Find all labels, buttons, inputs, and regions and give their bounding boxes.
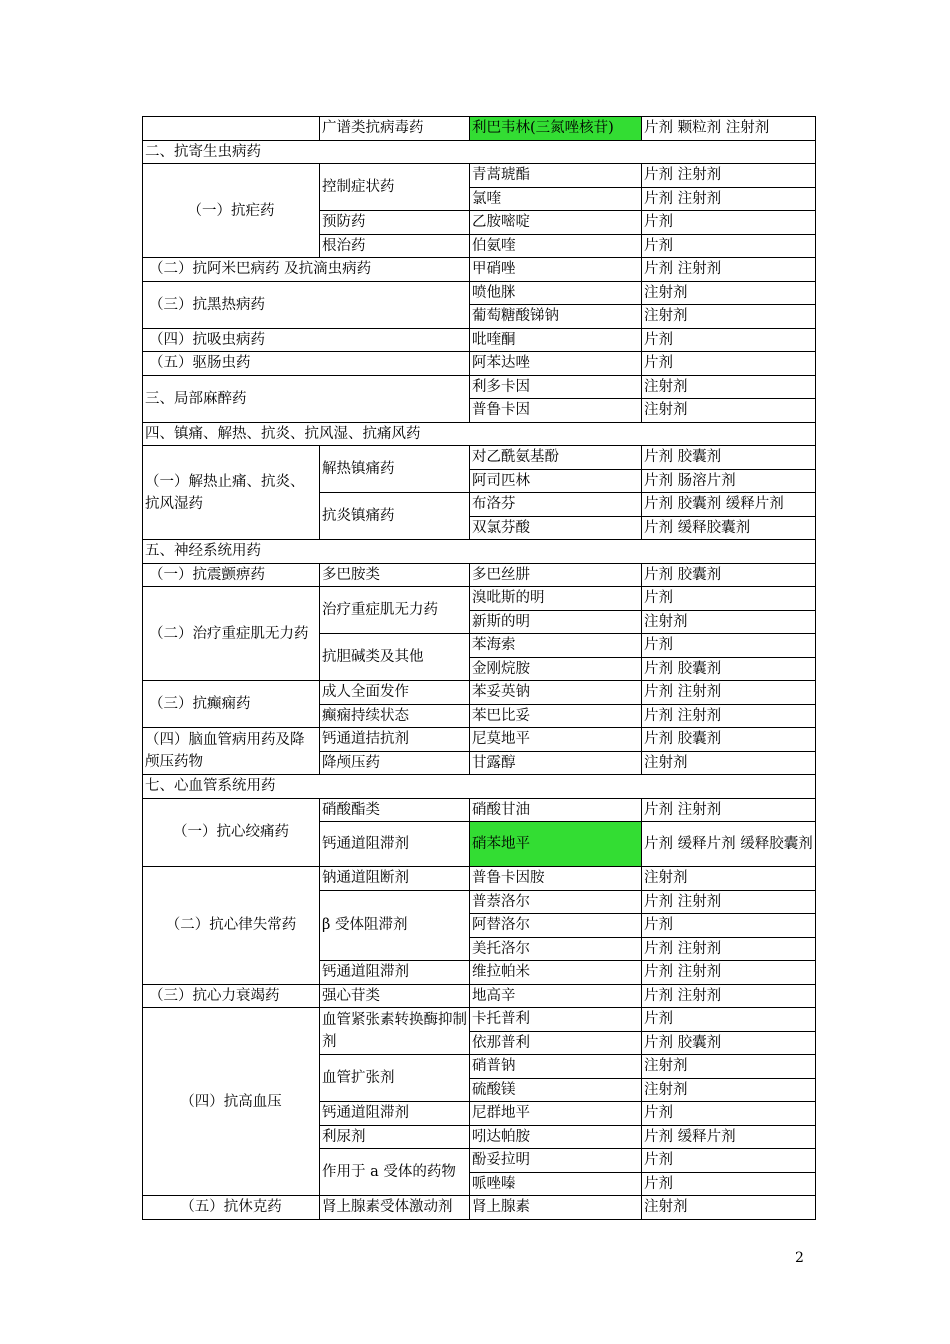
subcategory-cell: 作用于 a 受体的药物 [320,1149,470,1196]
subcategory-cell: 癫痫持续状态 [320,704,470,728]
dosage-form: 注射剂 [642,399,816,423]
category-cell: （三）抗黑热病药 [143,281,470,328]
table-row [143,281,816,305]
drug-name: 苯妥英钠 [470,681,642,705]
subcategory-cell: 血管扩张剂 [320,1055,470,1102]
table-row [143,352,816,376]
dosage-form: 片剂 [642,1102,816,1126]
dosage-form: 片剂 缓释片剂 [642,1125,816,1149]
category-cell: （四）抗高血压 [143,1008,320,1196]
drug-name: 喷他脒 [470,281,642,305]
dosage-form: 片剂 [642,1172,816,1196]
drug-name: 普鲁卡因胺 [470,867,642,891]
subcategory-cell: 控制症状药 [320,164,470,211]
table-row [143,375,816,399]
dosage-form: 片剂 [642,634,816,658]
category-cell: （一）解热止痛、抗炎、抗风湿药 [143,446,320,540]
subcategory-cell: 治疗重症肌无力药 [320,587,470,634]
category-cell: （五）抗休克药 [143,1196,320,1220]
dosage-form: 片剂 胶囊剂 [642,728,816,752]
table-row [143,984,816,1008]
dosage-form: 注射剂 [642,1078,816,1102]
drug-name: 卡托普利 [470,1008,642,1032]
drug-table [142,116,816,1220]
page-number: 2 [795,1250,804,1266]
drug-name: 双氯芬酸 [470,516,642,540]
dosage-form: 片剂 胶囊剂 [642,657,816,681]
drug-name: 对乙酰氨基酚 [470,446,642,470]
section-heading: 二、抗寄生虫病药 [143,140,816,164]
table-row [143,117,816,141]
subcategory-cell: 降颅压药 [320,751,470,775]
drug-name: 伯氨喹 [470,234,642,258]
drug-name: 美托洛尔 [470,937,642,961]
drug-name: 苯海索 [470,634,642,658]
table-row [143,563,816,587]
dosage-form: 注射剂 [642,751,816,775]
dosage-form: 注射剂 [642,305,816,329]
drug-name: 维拉帕米 [470,961,642,985]
subcategory-cell: 多巴胺类 [320,563,470,587]
dosage-form: 片剂 注射剂 [642,984,816,1008]
dosage-form: 片剂 [642,587,816,611]
category-cell: （三）抗癫痫药 [143,681,320,728]
dosage-form: 注射剂 [642,281,816,305]
dosage-form: 片剂 [642,1008,816,1032]
subcategory-cell: 钙通道阻滞剂 [320,1102,470,1126]
dosage-form: 片剂 [642,914,816,938]
subcategory-cell: 解热镇痛药 [320,446,470,493]
drug-name: 依那普利 [470,1031,642,1055]
drug-name: 肾上腺素 [470,1196,642,1220]
drug-name: 苯巴比妥 [470,704,642,728]
table-row [143,164,816,188]
dosage-form: 片剂 胶囊剂 [642,1031,816,1055]
drug-name: 硝普钠 [470,1055,642,1079]
subcategory-cell: 钙通道拮抗剂 [320,728,470,752]
category-cell: （二）治疗重症肌无力药 [143,587,320,681]
table-row [143,328,816,352]
table-row [143,540,816,564]
dosage-form: 注射剂 [642,1055,816,1079]
category-cell: （四）抗吸虫病药 [143,328,470,352]
drug-name: 吲达帕胺 [470,1125,642,1149]
drug-name: 尼群地平 [470,1102,642,1126]
subcategory-cell: 成人全面发作 [320,681,470,705]
table-row [143,446,816,470]
subcategory-cell: 血管紧张素转换酶抑制剂 [320,1008,470,1055]
table-row [143,798,816,822]
drug-name: 普萘洛尔 [470,890,642,914]
drug-name: 阿替洛尔 [470,914,642,938]
subcategory-cell: 钙通道阻滞剂 [320,961,470,985]
subcategory-cell: 利尿剂 [320,1125,470,1149]
subcategory-cell: 抗炎镇痛药 [320,493,470,540]
dosage-form: 片剂 注射剂 [642,798,816,822]
table-row [143,775,816,799]
category-cell: （四）脑血管病用药及降颅压药物 [143,728,320,775]
section-heading: 四、镇痛、解热、抗炎、抗风湿、抗痛风药 [143,422,816,446]
table-cell-highlighted: 硝苯地平 [470,822,642,867]
drug-name: 氯喹 [470,187,642,211]
drug-name: 金刚烷胺 [470,657,642,681]
table-row [143,258,816,282]
drug-name: 利多卡因 [470,375,642,399]
drug-name: 硫酸镁 [470,1078,642,1102]
drug-name: 甘露醇 [470,751,642,775]
table-row [143,587,816,611]
table-row [143,1008,816,1032]
dosage-form: 注射剂 [642,375,816,399]
dosage-form: 注射剂 [642,867,816,891]
dosage-form: 片剂 [642,234,816,258]
dosage-form: 片剂 注射剂 [642,258,816,282]
dosage-form: 片剂 注射剂 [642,704,816,728]
category-cell: （二）抗阿米巴病药 及抗滴虫病药 [143,258,470,282]
dosage-form: 注射剂 [642,610,816,634]
table-row [143,681,816,705]
subcategory-cell: 钙通道阻滞剂 [320,822,470,867]
dosage-form: 片剂 胶囊剂 [642,563,816,587]
subcategory-cell: 肾上腺素受体激动剂 [320,1196,470,1220]
drug-name: 酚妥拉明 [470,1149,642,1173]
dosage-form: 片剂 [642,328,816,352]
section-heading: 五、神经系统用药 [143,540,816,564]
category-cell: （五）驱肠虫药 [143,352,470,376]
drug-name: 乙胺嘧啶 [470,211,642,235]
drug-name: 布洛芬 [470,493,642,517]
drug-name: 新斯的明 [470,610,642,634]
drug-name: 哌唑嗪 [470,1172,642,1196]
dosage-form: 片剂 缓释胶囊剂 [642,516,816,540]
table-cell: 广谱类抗病毒药 [320,117,470,141]
drug-name: 葡萄糖酸锑钠 [470,305,642,329]
subcategory-cell: 根治药 [320,234,470,258]
table-row [143,140,816,164]
dosage-form: 片剂 [642,352,816,376]
subcategory-cell: 钠通道阻断剂 [320,867,470,891]
dosage-form: 片剂 注射剂 [642,164,816,188]
subcategory-cell: β 受体阻滞剂 [320,890,470,961]
dosage-form: 片剂 缓释片剂 缓释胶囊剂 [642,822,816,867]
category-cell: （一）抗震颤痹药 [143,563,320,587]
drug-name: 吡喹酮 [470,328,642,352]
dosage-form: 片剂 胶囊剂 [642,446,816,470]
drug-name: 阿司匹林 [470,469,642,493]
dosage-form: 片剂 注射剂 [642,937,816,961]
table-row [143,867,816,891]
dosage-form: 片剂 [642,211,816,235]
table-row [143,1196,816,1220]
drug-name: 硝酸甘油 [470,798,642,822]
table-cell: 片剂 颗粒剂 注射剂 [642,117,816,141]
category-cell: （三）抗心力衰竭药 [143,984,320,1008]
dosage-form: 片剂 胶囊剂 缓释片剂 [642,493,816,517]
table-cell-highlighted: 利巴韦林(三氮唑核苷) [470,117,642,141]
dosage-form: 片剂 [642,1149,816,1173]
drug-name: 阿苯达唑 [470,352,642,376]
subcategory-cell: 预防药 [320,211,470,235]
dosage-form: 片剂 注射剂 [642,890,816,914]
drug-name: 甲硝唑 [470,258,642,282]
drug-name: 普鲁卡因 [470,399,642,423]
drug-name: 溴吡斯的明 [470,587,642,611]
drug-name: 尼莫地平 [470,728,642,752]
dosage-form: 片剂 注射剂 [642,187,816,211]
category-cell: 三、局部麻醉药 [143,375,470,422]
section-heading: 七、心血管系统用药 [143,775,816,799]
dosage-form: 注射剂 [642,1196,816,1220]
drug-name: 青蒿琥酯 [470,164,642,188]
dosage-form: 片剂 肠溶片剂 [642,469,816,493]
subcategory-cell: 硝酸酯类 [320,798,470,822]
drug-name: 多巴丝肼 [470,563,642,587]
category-cell: （一）抗心绞痛药 [143,798,320,867]
table-cell [143,117,320,141]
category-cell: （一）抗疟药 [143,164,320,258]
drug-name: 地高辛 [470,984,642,1008]
dosage-form: 片剂 注射剂 [642,961,816,985]
table-row [143,422,816,446]
subcategory-cell: 强心苷类 [320,984,470,1008]
category-cell: （二）抗心律失常药 [143,867,320,985]
table-row [143,728,816,752]
dosage-form: 片剂 注射剂 [642,681,816,705]
subcategory-cell: 抗胆碱类及其他 [320,634,470,681]
